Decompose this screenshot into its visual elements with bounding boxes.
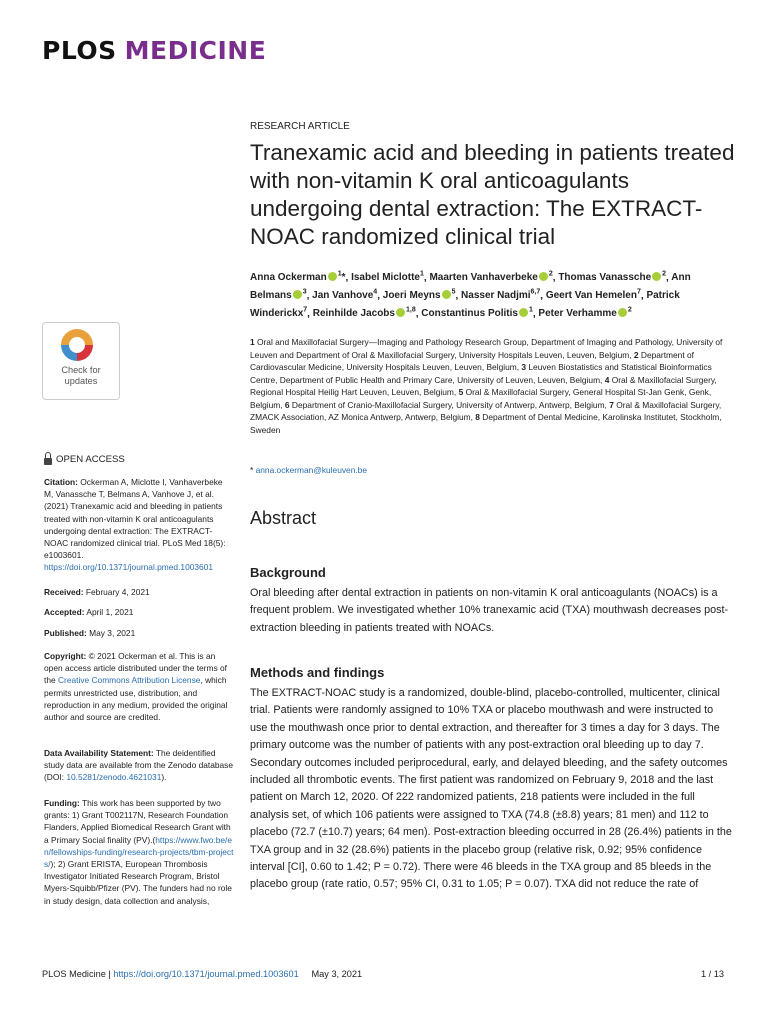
corresponding-author-mark: *: [341, 272, 346, 284]
orcid-icon[interactable]: [293, 290, 302, 299]
data-availability-text-1: The deidentified study data are available from the Zenodo database (DOI:: [44, 748, 234, 783]
author-name: Peter Verhamme: [538, 307, 617, 319]
orcid-icon[interactable]: [328, 272, 337, 281]
author: [558, 272, 666, 283]
orcid-icon[interactable]: [539, 272, 548, 281]
received-date: February 4, 2021: [85, 587, 150, 597]
author: [546, 290, 641, 301]
author-affiliation-number: 6,7: [530, 288, 541, 296]
author-list: Anna Ockerman $^1$*, Isabel Miclotte$^1$, Maarten Vanhaverbeke $^2$, Thomas Vanassche $^2$, Ann Belmans $^3$, Jan Vanhove$^4$, Joeri Meyns $^5$, Nasser Nadjmi$^{6,7}$, Geert Van Hemelen$^7$, Patrick Winderickx$^7$, Reinhilde Jacobs $^{1,8}$, Constantinus Politis $^1$, Peter Verhamme $^2$: [250, 271, 691, 319]
affiliations: [250, 336, 730, 436]
footer-doi-link[interactable]: https://doi.org/10.1371/journal.pmed.1003601: [113, 969, 299, 979]
open-access: [44, 454, 125, 465]
logo-plos: PLOS: [42, 36, 117, 65]
author-affiliation-number: 5: [451, 288, 456, 296]
crossmark-icon: [61, 329, 93, 361]
author-affiliation-number: 1,8: [405, 306, 416, 314]
author-name: Joeri Meyns: [382, 290, 441, 302]
author-name: Jan Vanhove: [312, 290, 374, 302]
author-name: Anna Ockerman: [250, 272, 327, 284]
footer-date: May 3, 2021: [311, 969, 363, 979]
published: [44, 627, 234, 639]
author: [538, 308, 631, 319]
author-affiliation-number: 7: [636, 288, 641, 296]
fwo-link[interactable]: https://www.fwo.be/en/fellowships-funding/research-projects/tbm-projects/: [44, 834, 234, 870]
author-affiliation-number: 1: [337, 271, 342, 278]
author-name: Geert Van Hemelen: [545, 290, 637, 302]
journal-logo: [42, 36, 266, 65]
crossmark-label-2: updates: [64, 376, 98, 386]
data-availability: [44, 747, 234, 784]
received-label: Received:: [44, 587, 84, 597]
author: [429, 272, 552, 283]
data-availability-label: Data Availability Statement:: [44, 748, 154, 758]
copyright: [44, 650, 234, 723]
author-affiliation-number: 3: [302, 288, 307, 296]
data-availability-text-2: ).: [161, 772, 167, 783]
citation-doi-link[interactable]: https://doi.org/10.1371/journal.pmed.1003601: [44, 562, 214, 573]
author-affiliation-number: 7: [303, 306, 308, 314]
affiliation-number: 7: [609, 399, 614, 410]
open-access-label: OPEN ACCESS: [56, 454, 125, 465]
affiliation-number: 2: [633, 349, 639, 360]
citation: [44, 476, 234, 574]
license-link[interactable]: Creative Commons Attribution License: [57, 675, 201, 686]
corresponding-email[interactable]: anna.ockerman@kuleuven.be: [255, 465, 367, 475]
affiliation-text: Department of Cardiovascular Medicine, University Hospitals Leuven, Leuven, Belgium,: [250, 349, 694, 372]
article-category: RESEARCH ARTICLE: [250, 121, 350, 132]
affiliation-number: 5: [458, 387, 464, 397]
author: [312, 290, 377, 301]
copyright-text-2: , which permits unrestricted use, distribution, and reproduction in any medium, provided the original author and source are credited.: [44, 675, 228, 723]
abstract-heading: Abstract: [250, 508, 317, 528]
author-affiliation-number: 4: [373, 288, 378, 296]
open-lock-icon: [44, 458, 52, 465]
page-number: 1 / 13: [701, 969, 724, 979]
crossmark-label-1: Check for: [61, 365, 101, 375]
copyright-label: Copyright:: [44, 651, 87, 661]
background-heading: Background: [250, 565, 326, 580]
zenodo-doi-link[interactable]: 10.5281/zenodo.4621031: [66, 772, 162, 783]
affiliation-number: 1: [250, 337, 255, 347]
author: [421, 308, 533, 319]
background-text: Oral bleeding after dental extraction in patients on non-vitamin K oral anticoagulants (NOACs) is a frequent problem. We investigated whether 10% tranexamic acid (TXA) mouthwash decreases post-extraction bleeding in patients treated with NOACs.: [250, 587, 729, 634]
affiliation-text: Department of Dental Medicine, Karolinska Institutet, Stockholm, Sweden: [250, 412, 722, 435]
author-affiliation-number: 2: [662, 271, 667, 278]
logo-medicine: MEDICINE: [124, 36, 267, 65]
author-name: Ann Belmans: [250, 272, 691, 302]
affiliation-number: 6: [284, 399, 290, 410]
funding-label: Funding:: [44, 798, 80, 808]
author-name: Thomas Vanassche: [558, 272, 652, 284]
author: [461, 290, 540, 301]
orcid-icon[interactable]: [396, 308, 405, 317]
published-label: Published:: [44, 628, 87, 638]
orcid-icon[interactable]: [618, 308, 627, 317]
check-for-updates-badge[interactable]: [42, 322, 120, 400]
page-footer: [42, 969, 362, 979]
methods-heading: Methods and findings: [250, 665, 385, 680]
author-affiliation-number: 1: [419, 271, 424, 278]
methods-text: The EXTRACT-NOAC study is a randomized, double-blind, placebo-controlled, multicenter, clinical trial. Patients were randomly assigned to 10% TXA or placebo mouthwash and were instructed to use the mouthwash once prior to dental extraction, and thereafter for 3 times a day for 3 days. The primary outcome was the number of patients with any post-extraction oral bleeding up to day 7. Secondary outcomes included periprocedural, early, and delayed bleeding, and the safety outcomes included all thrombotic events. The first patient was randomized on February 9, 2018 and the last patient on March 12, 2020. Of 222 randomized patients, 218 patients were included in the full analysis set, of which 106 patients were assigned to TXA (74.8 (±8.8) years; 81 men) and 112 to placebo (72.7 (±10.7) years; 64 men). Post-extraction bleeding occurred in 28 (26.4%) patients in the TXA group and in 32 (28.6%) patients in the placebo group (relative risk, 0.92; 95% confidence interval [CI], 0.60 to 1.42; P = 0.72). There were 46 bleeds in the TXA group and 85 bleeds in the placebo group (rate ratio, 0.57; 95% CI, 0.31 to 1.05; P = 0.07). TXA did not reduce the rate of: [250, 687, 732, 891]
author-name: Patrick Winderickx: [250, 290, 680, 319]
copyright-text-1: © 2021 Ockerman et al. This is an open access article distributed under the terms of the: [44, 651, 227, 686]
affiliation-number: 4: [604, 374, 610, 385]
author: [383, 290, 456, 301]
received: [44, 586, 234, 598]
affiliation-text: Oral & Maxillofacial Surgery, Regional Hospital Heilig Hart Leuven, Leuven, Belgium,: [250, 374, 717, 397]
published-date: May 3, 2021: [89, 628, 136, 638]
author-name: Reinhilde Jacobs: [312, 307, 395, 319]
footer-journal: PLOS Medicine |: [42, 969, 111, 979]
author-affiliation-number: 2: [548, 271, 553, 278]
affiliation-text: Department of Cranio-Maxillofacial Surgery, University of Antwerp, Antwerp, Belgium,: [291, 399, 607, 410]
author: [250, 272, 346, 283]
accepted-label: Accepted:: [44, 607, 85, 617]
author: [351, 272, 424, 283]
affiliation-text: Oral and Maxillofacial Surgery—Imaging and Pathology Research Group, Department of Imaging and Pathology, University of Leuven and Department of Oral & Maxillofacial Surgery, University Hospitals Leuven, Leuven, Belgium,: [250, 337, 723, 360]
affiliation-text: Oral & Maxillofacial Surgery, ZMACK Association, AZ Monica Antwerp, Antwerp, Belgium,: [250, 399, 722, 422]
author-name: Nasser Nadjmi: [461, 290, 531, 302]
affiliation-text: Oral & Maxillofacial Surgery, General Hospital St-Jan Genk, Genk, Belgium,: [250, 387, 712, 410]
author-name: Constantinus Politis: [421, 307, 518, 319]
citation-text: Ockerman A, Miclotte I, Vanhaverbeke M, Vanassche T, Belmans A, Vanhove J, et al. (2021) Tranexamic acid and bleeding in patients treated with non-vitamin K oral anticoagulants undergoing dental extraction: The EXTRACT-NOAC randomized clinical trial. PLoS Med 18(5): e1003601.: [44, 477, 226, 561]
affiliation-text: Leuven Biostatistics and Statistical Bioinformatics Centre, Department of Public Health and Primary Care, University of Leuven, Leuven, Belgium,: [250, 362, 712, 385]
author-affiliation-number: 2: [627, 306, 632, 314]
article-title: Tranexamic acid and bleeding in patients treated with non-vitamin K oral anticoagulants undergoing dental extraction: The EXTRACT-NOAC randomized clinical trial: [250, 140, 735, 249]
affiliation-number: 8: [475, 412, 480, 422]
accepted: [44, 606, 234, 618]
corresponding-author: [250, 465, 367, 475]
author-affiliation-number: 1: [528, 306, 533, 314]
accepted-date: April 1, 2021: [86, 607, 134, 617]
orcid-icon[interactable]: [442, 290, 451, 299]
author-name: Maarten Vanhaverbeke: [429, 272, 538, 284]
corresponding-mark: *: [250, 465, 254, 475]
orcid-icon[interactable]: [519, 308, 528, 317]
orcid-icon[interactable]: [652, 272, 661, 281]
author: [313, 308, 416, 319]
affiliation-number: 3: [521, 362, 527, 372]
citation-label: Citation:: [44, 477, 78, 487]
funding-text-2: ); 2) Grant ERISTA, European Thrombosis Investigator Initiated Research Program, Bristol Myers-Squibb/Pfizer (PV). The funders had no role in study design, data collection and analysis,: [44, 859, 232, 906]
funding-text-1: This work has been supported by two grants: 1) Grant T002117N, Research Foundation Flanders, Applied Biomedical Research Grant with a Primary Social finality (PV).(: [44, 798, 231, 845]
author-name: Isabel Miclotte: [351, 272, 420, 284]
funding: [44, 797, 234, 907]
